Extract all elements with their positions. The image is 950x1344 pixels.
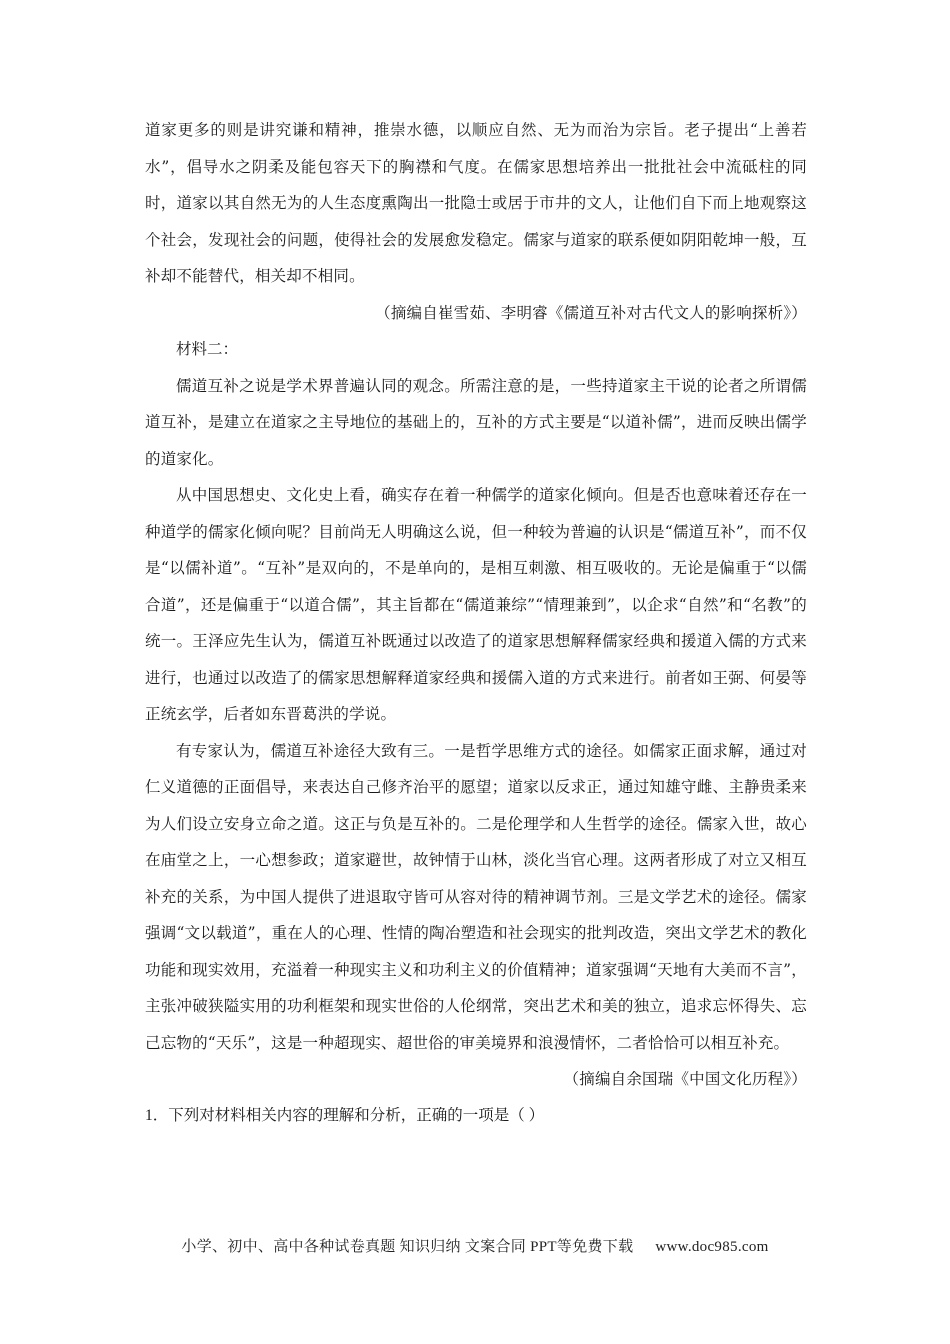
source-citation-2: （摘编自余国瑞《中国文化历程》） [563,1070,807,1088]
material-2-label: 材料二： [176,340,239,358]
page-footer [0,1235,950,1256]
material-2-paragraph-3: 有专家认为，儒道互补途径大致有三。一是哲学思维方式的途径。如儒家正面求解，通过对仁义道德的正面倡导，来表达自己修齐治平的愿望；道家以反求正，通过知雄守雌、主静贵柔来为人们设立安身立命之道。这正与负是互补的。二是伦理学和人生哲学的途径。儒家入世，故心在庙堂之上，一心想参政；道家避世，故钟情于山林，淡化当官心理。这两者形成了对立又相互补充的关系，为中国人提供了进退取守皆可从容对待的精神调节剂。三是文学艺术的途径。儒家强调“文以载道”，重在人的心理、性情的陶冶塑造和社会现实的批判改造，突出文学艺术的教化功能和现实效用，充溢着一种现实主义和功利主义的价值精神；道家强调“天地有大美而不言”，主张冲破狭隘实用的功利框架和现实世俗的人伦纲常，突出艺术和美的独立，追求忘怀得失、忘己忘物的“天乐”，这是一种超现实、超世俗的审美境界和浪漫情怀，二者恰恰可以相互补充。 [145,741,807,1052]
paragraph-daoist-water: 道家更多的则是讲究谦和精神，推崇水德，以顺应自然、无为而治为宗旨。老子提出“上善若水”，倡导水之阴柔及能包容天下的胸襟和气度。在儒家思想培养出一批批社会中流砥柱的同时，道家以其自然无为的人生态度熏陶出一批隐士或居于市井的文人，让他们自下而上地观察这个社会，发现社会的问题，使得社会的发展愈发稳定。儒家与道家的联系便如阴阳乾坤一般，互补却不能替代，相关却不相同。 [145,121,807,285]
footer-text: 小学、初中、高中各种试卷真题 知识归纳 文案合同 PPT等免费下载 [181,1239,634,1255]
source-citation-1: （摘编自崔雪茹、李明睿《儒道互补对古代文人的影响探析》） [375,303,807,322]
material-2-paragraph-2: 从中国思想史、文化史上看，确实存在着一种儒学的道家化倾向。但是否也意味着还存在一种道学的儒家化倾向呢？目前尚无人明确这么说，但一种较为普遍的认识是“儒道互补”，而不仅是“以儒补道”。“互补”是双向的，不是单向的，是相互刺激、相互吸收的。无论是偏重于“以儒合道”，还是偏重于“以道合儒”，其主旨都在“儒道兼综”“情理兼到”，以企求“自然”和“名教”的统一。王泽应先生认为，儒道互补既通过以改造了的道家思想解释儒家经典和援道入儒的方式来进行，也通过以改造了的儒家思想解释道家经典和援儒入道的方式来进行。前者如王弼、何晏等正统玄学，后者如东晋葛洪的学说。 [145,486,807,723]
material-2-paragraph-1: 儒道互补之说是学术界普遍认同的观念。所需注意的是，一些持道家主干说的论者之所谓儒道互补，是建立在道家之主导地位的基础上的，互补的方式主要是“以道补儒”，进而反映出儒学的道家化。 [145,376,807,468]
question-1: 1．下列对材料相关内容的理解和分析，正确的一项是（ ） [145,1106,545,1124]
document-body [145,112,807,1134]
footer-url[interactable]: www.doc985.com [655,1239,769,1255]
